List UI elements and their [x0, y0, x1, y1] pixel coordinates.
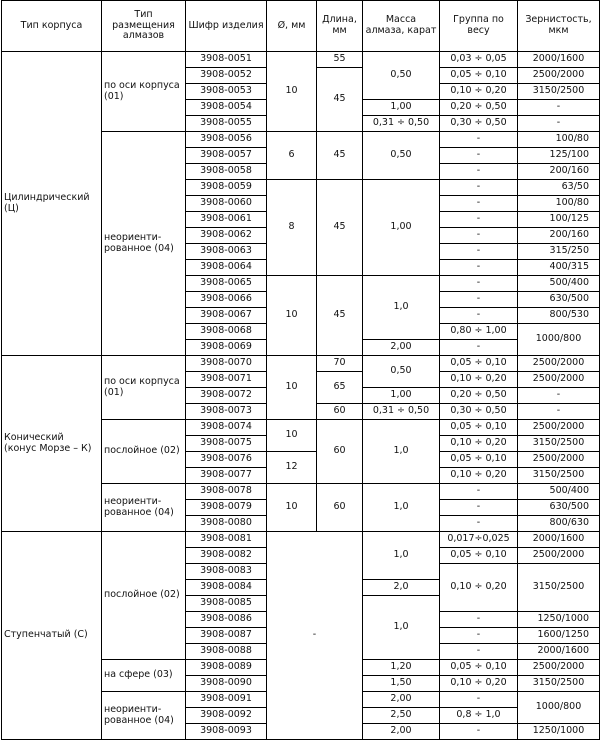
weight-group-cell: -: [440, 228, 518, 244]
weight-group-cell: 0,80 ÷ 1,00: [440, 324, 518, 340]
mass-cell: 0,31 ÷ 0,50: [363, 116, 440, 132]
mass-cell: 1,0: [363, 484, 440, 532]
mass-cell: 0,50: [363, 356, 440, 388]
grit-cell: 200/160: [518, 228, 600, 244]
header-weight-group: Группа по весу: [440, 1, 518, 52]
grit-cell: -: [518, 388, 600, 404]
header-code: Шифр изделия: [186, 1, 267, 52]
weight-group-cell: -: [440, 612, 518, 628]
header-mass: Масса алмаза, карат: [363, 1, 440, 52]
length-cell: 55: [317, 52, 363, 68]
code-cell: 3908-0059: [186, 180, 267, 196]
grit-cell: 100/80: [518, 196, 600, 212]
weight-group-cell: -: [440, 340, 518, 356]
table-row: [2, 52, 600, 68]
header-length: Длина, мм: [317, 1, 363, 52]
placement-cyl-nonoriented: неориенти-рованное (04): [102, 132, 186, 356]
grit-cell: 125/100: [518, 148, 600, 164]
code-cell: 3908-0074: [186, 420, 267, 436]
code-cell: 3908-0061: [186, 212, 267, 228]
code-cell: 3908-0054: [186, 100, 267, 116]
code-cell: 3908-0051: [186, 52, 267, 68]
code-cell: 3908-0086: [186, 612, 267, 628]
code-cell: 3908-0088: [186, 644, 267, 660]
mass-cell: 0,50: [363, 52, 440, 100]
mass-cell: 1,20: [363, 660, 440, 676]
weight-group-cell: -: [440, 132, 518, 148]
grit-cell: 1250/1000: [518, 612, 600, 628]
placement-step-layered: послойное (02): [102, 532, 186, 660]
code-cell: 3908-0080: [186, 516, 267, 532]
grit-cell: 3150/2500: [518, 676, 600, 692]
code-cell: 3908-0055: [186, 116, 267, 132]
weight-group-cell: -: [440, 180, 518, 196]
grit-cell: 1000/800: [518, 692, 600, 724]
code-cell: 3908-0090: [186, 676, 267, 692]
weight-group-cell: 0,05 ÷ 0,10: [440, 68, 518, 84]
mass-cell: 1,0: [363, 596, 440, 660]
weight-group-cell: 0,05 ÷ 0,10: [440, 548, 518, 564]
diameter-cell: 6: [267, 132, 317, 180]
mass-cell: 1,00: [363, 100, 440, 116]
grit-cell: 3150/2500: [518, 564, 600, 612]
mass-cell: 2,00: [363, 340, 440, 356]
code-cell: 3908-0073: [186, 404, 267, 420]
length-cell: 45: [317, 180, 363, 276]
grit-cell: 2000/1600: [518, 644, 600, 660]
grit-cell: -: [518, 116, 600, 132]
code-cell: 3908-0068: [186, 324, 267, 340]
grit-cell: 100/125: [518, 212, 600, 228]
grit-cell: 500/400: [518, 276, 600, 292]
weight-group-cell: 0,05 ÷ 0,10: [440, 356, 518, 372]
grit-cell: 2500/2000: [518, 68, 600, 84]
grit-cell: 100/80: [518, 132, 600, 148]
grit-cell: -: [518, 404, 600, 420]
grit-cell: 3150/2500: [518, 436, 600, 452]
diameter-cell: 10: [267, 484, 317, 532]
diameter-cell: 10: [267, 276, 317, 356]
weight-group-cell: -: [440, 692, 518, 708]
code-cell: 3908-0079: [186, 500, 267, 516]
header-grit: Зернистость, мкм: [518, 1, 600, 52]
code-cell: 3908-0087: [186, 628, 267, 644]
diamond-tool-spec-table: [1, 0, 600, 740]
placement-cyl-axis: по оси корпуса (01): [102, 52, 186, 132]
length-cell: 60: [317, 484, 363, 532]
diameter-cell: 10: [267, 420, 317, 452]
mass-cell: 2,50: [363, 708, 440, 724]
mass-cell: 1,00: [363, 180, 440, 276]
code-cell: 3908-0084: [186, 580, 267, 596]
code-cell: 3908-0070: [186, 356, 267, 372]
weight-group-cell: -: [440, 516, 518, 532]
code-cell: 3908-0093: [186, 724, 267, 740]
length-cell: 45: [317, 68, 363, 132]
code-cell: 3908-0065: [186, 276, 267, 292]
diameter-length-cell: -: [267, 532, 363, 740]
weight-group-cell: -: [440, 164, 518, 180]
grit-cell: 2500/2000: [518, 452, 600, 468]
code-cell: 3908-0081: [186, 532, 267, 548]
code-cell: 3908-0085: [186, 596, 267, 612]
weight-group-cell: -: [440, 244, 518, 260]
weight-group-cell: 0,03 ÷ 0,05: [440, 52, 518, 68]
grit-cell: 3150/2500: [518, 468, 600, 484]
weight-group-cell: -: [440, 308, 518, 324]
placement-step-nonoriented: неориенти-рованное (04): [102, 692, 186, 740]
weight-group-cell: -: [440, 724, 518, 740]
diameter-cell: 10: [267, 52, 317, 132]
grit-cell: 2500/2000: [518, 660, 600, 676]
weight-group-cell: -: [440, 500, 518, 516]
body-type-stepped: Ступенчатый (С): [2, 532, 102, 740]
weight-group-cell: 0,10 ÷ 0,20: [440, 372, 518, 388]
code-cell: 3908-0091: [186, 692, 267, 708]
diameter-cell: 10: [267, 356, 317, 420]
code-cell: 3908-0057: [186, 148, 267, 164]
grit-cell: 315/250: [518, 244, 600, 260]
code-cell: 3908-0060: [186, 196, 267, 212]
header-row: [2, 1, 600, 52]
code-cell: 3908-0077: [186, 468, 267, 484]
weight-group-cell: 0,8 ÷ 1,0: [440, 708, 518, 724]
header-body-type: Тип корпуса: [2, 1, 102, 52]
grit-cell: 400/315: [518, 260, 600, 276]
weight-group-cell: -: [440, 292, 518, 308]
weight-group-cell: -: [440, 196, 518, 212]
header-diameter: Ø, мм: [267, 1, 317, 52]
code-cell: 3908-0083: [186, 564, 267, 580]
grit-cell: 63/50: [518, 180, 600, 196]
code-cell: 3908-0069: [186, 340, 267, 356]
code-cell: 3908-0072: [186, 388, 267, 404]
weight-group-cell: 0,05 ÷ 0,10: [440, 452, 518, 468]
mass-cell: 0,50: [363, 132, 440, 180]
diameter-cell: 12: [267, 452, 317, 484]
body-type-cylindrical: Цилиндрический (Ц): [2, 52, 102, 356]
code-cell: 3908-0052: [186, 68, 267, 84]
placement-step-sphere: на сфере (03): [102, 660, 186, 692]
mass-cell: 2,00: [363, 724, 440, 740]
grit-cell: 630/500: [518, 292, 600, 308]
length-cell: 45: [317, 132, 363, 180]
code-cell: 3908-0075: [186, 436, 267, 452]
weight-group-cell: 0,10 ÷ 0,20: [440, 676, 518, 692]
grit-cell: 500/400: [518, 484, 600, 500]
mass-cell: 2,00: [363, 692, 440, 708]
weight-group-cell: -: [440, 148, 518, 164]
grit-cell: -: [518, 100, 600, 116]
code-cell: 3908-0058: [186, 164, 267, 180]
grit-cell: 1600/1250: [518, 628, 600, 644]
code-cell: 3908-0078: [186, 484, 267, 500]
weight-group-cell: 0,05 ÷ 0,10: [440, 660, 518, 676]
weight-group-cell: 0,10 ÷ 0,20: [440, 468, 518, 484]
weight-group-cell: 0,10 ÷ 0,20: [440, 84, 518, 100]
code-cell: 3908-0053: [186, 84, 267, 100]
grit-cell: 800/530: [518, 308, 600, 324]
header-placement: Тип размещения алмазов: [102, 1, 186, 52]
code-cell: 3908-0092: [186, 708, 267, 724]
grit-cell: 1250/1000: [518, 724, 600, 740]
grit-cell: 2500/2000: [518, 548, 600, 564]
length-cell: 65: [317, 372, 363, 404]
placement-con-axis: по оси корпуса (01): [102, 356, 186, 420]
mass-cell: 1,50: [363, 676, 440, 692]
weight-group-cell: -: [440, 484, 518, 500]
code-cell: 3908-0067: [186, 308, 267, 324]
grit-cell: 200/160: [518, 164, 600, 180]
length-cell: 60: [317, 420, 363, 484]
length-cell: 45: [317, 276, 363, 356]
weight-group-cell: 0,017÷0,025: [440, 532, 518, 548]
grit-cell: 1000/800: [518, 324, 600, 356]
placement-con-layered: послойное (02): [102, 420, 186, 484]
weight-group-cell: -: [440, 628, 518, 644]
weight-group-cell: 0,30 ÷ 0,50: [440, 116, 518, 132]
code-cell: 3908-0076: [186, 452, 267, 468]
grit-cell: 2500/2000: [518, 372, 600, 388]
weight-group-cell: 0,20 ÷ 0,50: [440, 388, 518, 404]
weight-group-cell: 0,30 ÷ 0,50: [440, 404, 518, 420]
weight-group-cell: 0,05 ÷ 0,10: [440, 420, 518, 436]
grit-cell: 2000/1600: [518, 532, 600, 548]
weight-group-cell: 0,10 ÷ 0,20: [440, 564, 518, 612]
mass-cell: 1,00: [363, 388, 440, 404]
grit-cell: 3150/2500: [518, 84, 600, 100]
weight-group-cell: -: [440, 644, 518, 660]
grit-cell: 2500/2000: [518, 356, 600, 372]
weight-group-cell: -: [440, 212, 518, 228]
mass-cell: 2,0: [363, 580, 440, 596]
length-cell: 60: [317, 404, 363, 420]
mass-cell: 1,0: [363, 420, 440, 484]
code-cell: 3908-0064: [186, 260, 267, 276]
code-cell: 3908-0066: [186, 292, 267, 308]
placement-con-nonoriented: неориенти-рованное (04): [102, 484, 186, 532]
weight-group-cell: -: [440, 276, 518, 292]
body-type-conical: Конический (конус Морзе – К): [2, 356, 102, 532]
table-row: [2, 356, 600, 372]
code-cell: 3908-0063: [186, 244, 267, 260]
diameter-cell: 8: [267, 180, 317, 276]
grit-cell: 800/630: [518, 516, 600, 532]
grit-cell: 2000/1600: [518, 52, 600, 68]
mass-cell: 1,0: [363, 276, 440, 340]
code-cell: 3908-0071: [186, 372, 267, 388]
code-cell: 3908-0089: [186, 660, 267, 676]
mass-cell: 1,0: [363, 532, 440, 580]
code-cell: 3908-0062: [186, 228, 267, 244]
weight-group-cell: -: [440, 260, 518, 276]
grit-cell: 2500/2000: [518, 420, 600, 436]
code-cell: 3908-0082: [186, 548, 267, 564]
code-cell: 3908-0056: [186, 132, 267, 148]
grit-cell: 630/500: [518, 500, 600, 516]
mass-cell: 0,31 ÷ 0,50: [363, 404, 440, 420]
table-row: [2, 532, 600, 548]
weight-group-cell: 0,10 ÷ 0,20: [440, 436, 518, 452]
length-cell: 70: [317, 356, 363, 372]
weight-group-cell: 0,20 ÷ 0,50: [440, 100, 518, 116]
